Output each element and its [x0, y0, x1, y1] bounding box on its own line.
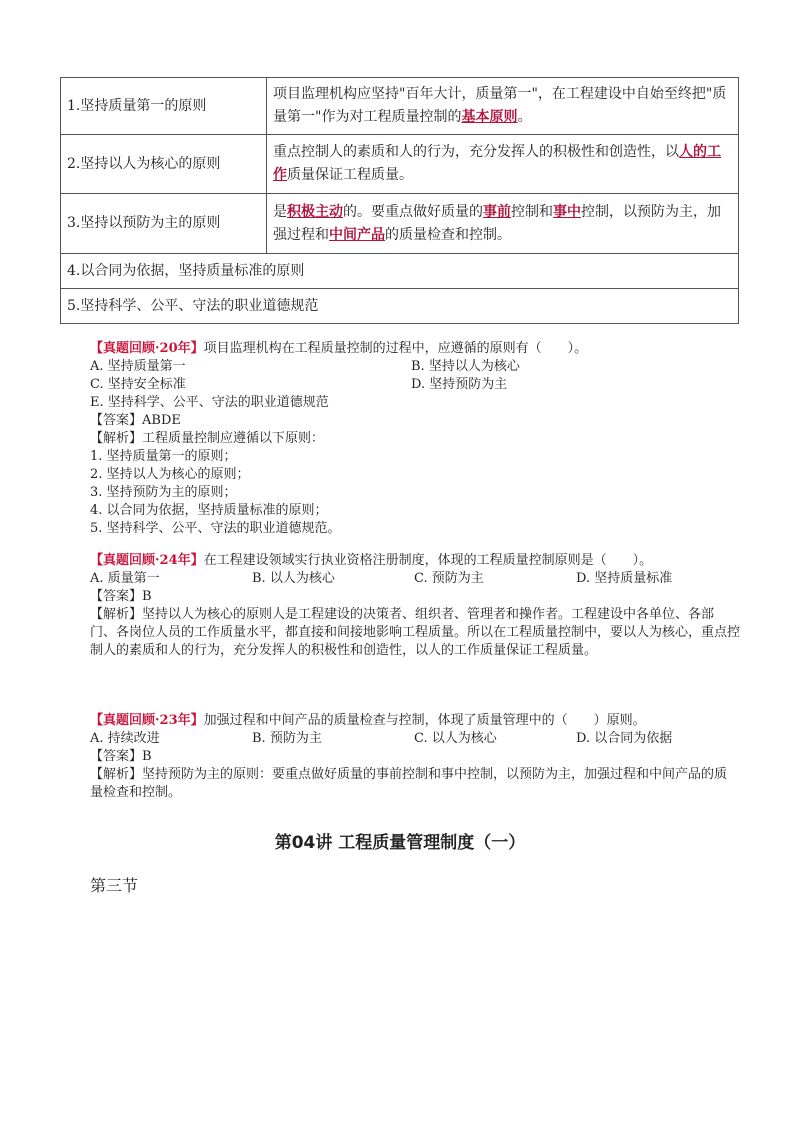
option-d: D. 坚持质量标准: [576, 571, 673, 586]
answer: 【答案】B: [90, 589, 152, 604]
question-24: [90, 552, 740, 660]
principle-row: [61, 289, 739, 324]
highlight-term: 事中: [553, 203, 581, 220]
option-b: B. 以人为核心: [252, 571, 335, 586]
analysis-item: 1. 坚持质量第一的原则；: [90, 449, 237, 464]
question-tag: 【真题回顾·23年】: [90, 713, 204, 728]
question-stem: 【真题回顾·23年】加强过程和中间产品的质量检查与控制，体现了质量管理中的（ ）原则。: [90, 713, 646, 728]
question-tag: 【真题回顾·20年】: [90, 341, 204, 356]
principle-row: [61, 194, 739, 254]
principle-row: [61, 78, 739, 135]
analysis: 【解析】坚持预防为主的原则：要重点做好质量的事前控制和事中控制，以预防为主，加强过程和中间产品的质量检查和控制。: [90, 767, 728, 800]
option-a: A. 质量第一: [90, 571, 160, 586]
option-c: C. 预防为主: [414, 571, 484, 586]
question-stem: 【真题回顾·24年】在工程建设领域实行执业资格注册制度，体现的工程质量控制原则是（ ）。: [90, 553, 653, 568]
highlight-term: 基本原则: [461, 109, 518, 125]
option-a: A. 持续改进: [90, 731, 160, 746]
answer: 【答案】ABDE: [90, 413, 181, 428]
analysis: 【解析】坚持以人为核心的原则人是工程建设的决策者、组织者、管理者和操作者。工程建设中各单位、各部门、各岗位人员的工作质量水平，都直接和间接地影响工程质量。所以在工程质量控制中，要以人为核心，重点控制人的素质和人的行为，充分发挥人的积极性和创造性，以人的工作质量保证工程质量。: [90, 607, 741, 658]
principle-description: 项目监理机构应坚持"百年大计，质量第一"，在工程建设中自始至终把"质量第一"作为对工程质量控制的基本原则。: [267, 78, 739, 135]
highlight-term: 中间产品: [329, 226, 385, 243]
option-b: B. 预防为主: [252, 731, 322, 746]
question-23: [90, 712, 740, 802]
option-e: E. 坚持科学、公平、守法的职业道德规范: [90, 395, 329, 410]
answer-value: ABDE: [142, 413, 181, 428]
question-stem: 【真题回顾·20年】项目监理机构在工程质量控制的过程中，应遵循的原则有（ ）。: [90, 341, 588, 356]
option-d: D. 坚持预防为主: [411, 377, 508, 392]
section-title: 第三节: [90, 876, 139, 895]
principle-name: 4.以合同为依据，坚持质量标准的原则: [61, 254, 739, 289]
option-a: A. 坚持质量第一: [90, 359, 186, 374]
question-tag: 【真题回顾·24年】: [90, 553, 204, 568]
options-row: [90, 570, 740, 588]
analysis-item: 5. 坚持科学、公平、守法的职业道德规范。: [90, 521, 341, 536]
options-row: [90, 730, 740, 748]
highlight-term: 人的工作: [273, 144, 721, 183]
analysis-item: 4. 以合同为依据，坚持质量标准的原则；: [90, 503, 328, 518]
principle-name: 5.坚持科学、公平、守法的职业道德规范: [61, 289, 739, 324]
answer: 【答案】B: [90, 749, 152, 764]
principle-name: 1.坚持质量第一的原则: [61, 78, 267, 135]
principle-description: 重点控制人的素质和人的行为，充分发挥人的积极性和创造性，以人的工作质量保证工程质量。: [267, 135, 739, 194]
options-row: [90, 358, 740, 376]
analysis-item: 2. 坚持以人为核心的原则；: [90, 467, 250, 482]
option-c: C. 坚持安全标准: [90, 377, 186, 392]
principle-row: [61, 254, 739, 289]
options-row: [90, 376, 740, 394]
answer-value: B: [142, 749, 152, 764]
analysis: 【解析】工程质量控制应遵循以下原则：: [90, 431, 325, 446]
answer-value: B: [142, 589, 152, 604]
question-20: [90, 340, 740, 538]
option-c: C. 以人为核心: [414, 731, 497, 746]
principles-table: [60, 77, 739, 324]
highlight-term: 积极主动: [287, 203, 343, 220]
highlight-term: 事前: [483, 203, 511, 220]
principle-name: 3.坚持以预防为主的原则: [61, 194, 267, 254]
option-b: B. 坚持以人为核心: [411, 359, 520, 374]
lecture-title: 第04讲 工程质量管理制度（一）: [274, 833, 526, 853]
principle-description: 是积极主动的。要重点做好质量的事前控制和事中控制，以预防为主，加强过程和中间产品的质量检查和控制。: [267, 194, 739, 254]
principle-row: [61, 135, 739, 194]
analysis-item: 3. 坚持预防为主的原则；: [90, 485, 237, 500]
option-d: D. 以合同为依据: [576, 731, 673, 746]
principle-name: 2.坚持以人为核心的原则: [61, 135, 267, 194]
